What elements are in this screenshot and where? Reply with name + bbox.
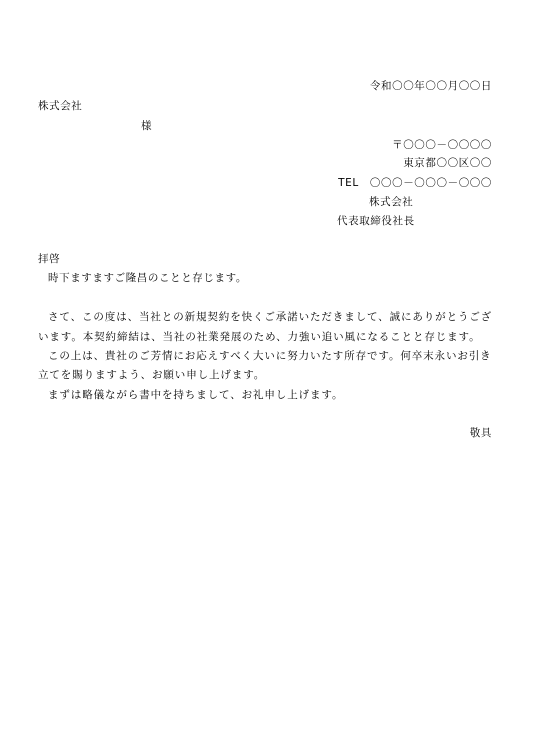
recipient-company: 株式会社 — [38, 100, 83, 112]
body-paragraph-line: さて、この度は、当社との新規契約を快くご承諾いただきまして、誠にありがとうござ — [48, 311, 493, 323]
letter-date: 令和〇〇年〇〇月〇〇日 — [369, 80, 492, 92]
seasonal-greeting: 時下ますますご隆昌のことと存じます。 — [48, 272, 247, 284]
sender-tel: TEL 〇〇〇－〇〇〇－〇〇〇 — [338, 177, 492, 189]
sender-title: 代表取締役社長 — [337, 215, 415, 227]
sender-company: 株式会社 — [369, 196, 414, 208]
sender-address: 東京都〇〇区〇〇 — [403, 157, 492, 169]
sender-postal-code: 〒〇〇〇－〇〇〇〇 — [392, 139, 492, 151]
recipient-honorific: 様 — [141, 120, 153, 132]
body-paragraph-line: います。本契約締結は、当社の社業発展のため、力強い追い風になることと存じます。 — [38, 331, 481, 343]
body-paragraph-line: まずは略儀ながら書中を持ちまして、お礼申し上げます。 — [48, 389, 344, 401]
opening-salutation: 拝啓 — [38, 253, 61, 265]
body-paragraph-line: 立てを賜りますよう、お願い申し上げます。 — [38, 369, 266, 381]
body-paragraph-line: この上は、貴社のご芳情にお応えすべく大いに努力いたす所存です。何卒末永いお引き — [48, 350, 492, 362]
closing-salutation: 敬具 — [469, 427, 492, 439]
